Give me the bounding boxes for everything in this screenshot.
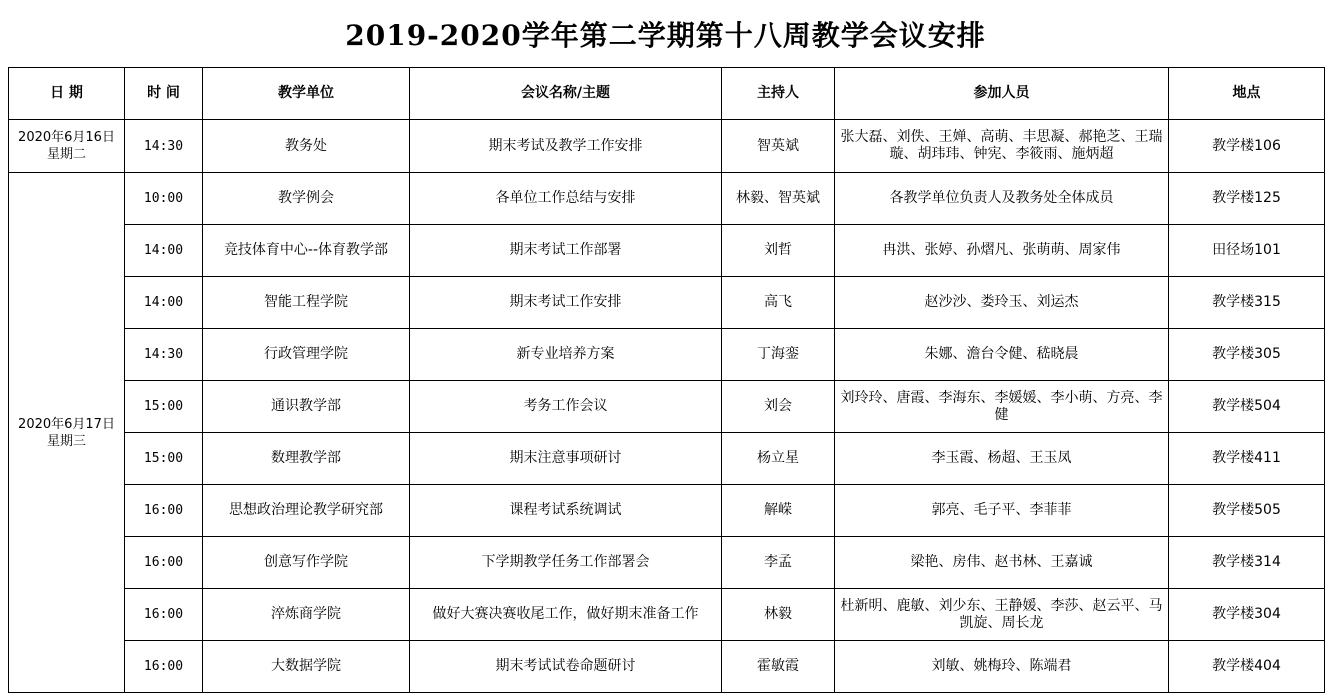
table-row <box>9 433 1325 485</box>
attendees-cell: 各教学单位负责人及教务处全体成员 <box>835 173 1169 225</box>
header-host: 主持人 <box>722 68 835 120</box>
topic-cell: 期末考试试卷命题研讨 <box>410 641 722 693</box>
attendees-cell: 赵沙沙、娄玲玉、刘运杰 <box>835 277 1169 329</box>
topic-cell: 期末考试工作安排 <box>410 277 722 329</box>
time-cell: 14:00 <box>125 277 203 329</box>
header-row <box>9 68 1325 120</box>
table-row <box>9 381 1325 433</box>
host-cell: 杨立星 <box>722 433 835 485</box>
attendees-cell: 张大磊、刘佚、王婵、高萌、丰思凝、郝艳芝、王瑞璇、胡玮玮、钟宪、李筱雨、施炳超 <box>835 120 1169 173</box>
attendees-cell: 郭亮、毛子平、李菲菲 <box>835 485 1169 537</box>
location-cell: 教学楼125 <box>1169 173 1325 225</box>
table-row <box>9 173 1325 225</box>
location-cell: 教学楼305 <box>1169 329 1325 381</box>
unit-cell: 淬炼商学院 <box>203 589 410 641</box>
unit-cell: 大数据学院 <box>203 641 410 693</box>
unit-cell: 通识教学部 <box>203 381 410 433</box>
header-attendees: 参加人员 <box>835 68 1169 120</box>
topic-cell: 做好大赛决赛收尾工作，做好期末准备工作 <box>410 589 722 641</box>
time-cell: 15:00 <box>125 433 203 485</box>
table-row <box>9 537 1325 589</box>
date-text: 2020年6月16日 <box>18 130 115 145</box>
attendees-cell: 李玉霞、杨超、王玉凤 <box>835 433 1169 485</box>
header-topic: 会议名称/主题 <box>410 68 722 120</box>
attendees-cell: 梁艳、房伟、赵书林、王嘉诚 <box>835 537 1169 589</box>
location-cell: 教学楼505 <box>1169 485 1325 537</box>
topic-cell: 期末注意事项研讨 <box>410 433 722 485</box>
host-cell: 智英斌 <box>722 120 835 173</box>
host-cell: 刘哲 <box>722 225 835 277</box>
topic-cell: 新专业培养方案 <box>410 329 722 381</box>
meeting-schedule-table <box>8 67 1325 693</box>
unit-cell: 竞技体育中心--体育教学部 <box>203 225 410 277</box>
weekday-text: 星期二 <box>46 147 86 162</box>
location-cell: 教学楼504 <box>1169 381 1325 433</box>
topic-cell: 下学期教学任务工作部署会 <box>410 537 722 589</box>
time-cell: 16:00 <box>125 485 203 537</box>
topic-cell: 课程考试系统调试 <box>410 485 722 537</box>
unit-cell: 思想政治理论教学研究部 <box>203 485 410 537</box>
host-cell: 林毅 <box>722 589 835 641</box>
attendees-cell: 刘敏、姚梅玲、陈端君 <box>835 641 1169 693</box>
location-cell: 教学楼411 <box>1169 433 1325 485</box>
unit-cell: 数理教学部 <box>203 433 410 485</box>
topic-cell: 各单位工作总结与安排 <box>410 173 722 225</box>
time-cell: 14:30 <box>125 329 203 381</box>
time-cell: 16:00 <box>125 537 203 589</box>
time-cell: 14:00 <box>125 225 203 277</box>
topic-cell: 期末考试工作部署 <box>410 225 722 277</box>
attendees-cell: 刘玲玲、唐霞、李海东、李媛媛、李小萌、方亮、李健 <box>835 381 1169 433</box>
time-cell: 16:00 <box>125 589 203 641</box>
weekday-text: 星期三 <box>46 433 86 449</box>
location-cell: 教学楼314 <box>1169 537 1325 589</box>
table-row <box>9 225 1325 277</box>
unit-cell: 教学例会 <box>203 173 410 225</box>
header-unit: 教学单位 <box>203 68 410 120</box>
attendees-cell: 冉洪、张婷、孙熠凡、张萌萌、周家伟 <box>835 225 1169 277</box>
location-cell: 教学楼315 <box>1169 277 1325 329</box>
table-row <box>9 641 1325 693</box>
time-cell: 15:00 <box>125 381 203 433</box>
unit-cell: 行政管理学院 <box>203 329 410 381</box>
time-cell: 14:30 <box>125 120 203 173</box>
time-cell: 16:00 <box>125 641 203 693</box>
host-cell: 霍敏霞 <box>722 641 835 693</box>
location-cell: 教学楼404 <box>1169 641 1325 693</box>
header-date: 日 期 <box>9 68 125 120</box>
topic-cell: 考务工作会议 <box>410 381 722 433</box>
table-row <box>9 485 1325 537</box>
table-row <box>9 589 1325 641</box>
host-cell: 刘会 <box>722 381 835 433</box>
host-cell: 林毅、智英斌 <box>722 173 835 225</box>
table-row <box>9 277 1325 329</box>
host-cell: 解嵘 <box>722 485 835 537</box>
table-row <box>9 120 1325 173</box>
location-cell: 教学楼106 <box>1169 120 1325 173</box>
header-time: 时 间 <box>125 68 203 120</box>
date-cell <box>9 120 125 173</box>
host-cell: 高飞 <box>722 277 835 329</box>
unit-cell: 智能工程学院 <box>203 277 410 329</box>
topic-cell: 期末考试及教学工作安排 <box>410 120 722 173</box>
date-text: 2020年6月17日 <box>18 416 115 432</box>
location-cell: 教学楼304 <box>1169 589 1325 641</box>
unit-cell: 创意写作学院 <box>203 537 410 589</box>
location-cell: 田径场101 <box>1169 225 1325 277</box>
date-cell <box>9 173 125 693</box>
page-title: 2019-2020学年第二学期第十八周教学会议安排 <box>345 19 986 52</box>
attendees-cell: 朱娜、澹台令健、嵇晓晨 <box>835 329 1169 381</box>
host-cell: 丁海銮 <box>722 329 835 381</box>
host-cell: 李孟 <box>722 537 835 589</box>
unit-cell: 教务处 <box>203 120 410 173</box>
header-location: 地点 <box>1169 68 1325 120</box>
time-cell: 10:00 <box>125 173 203 225</box>
table-row <box>9 329 1325 381</box>
attendees-cell: 杜新明、鹿敏、刘少东、王静媛、李莎、赵云平、马凯旋、周长龙 <box>835 589 1169 641</box>
